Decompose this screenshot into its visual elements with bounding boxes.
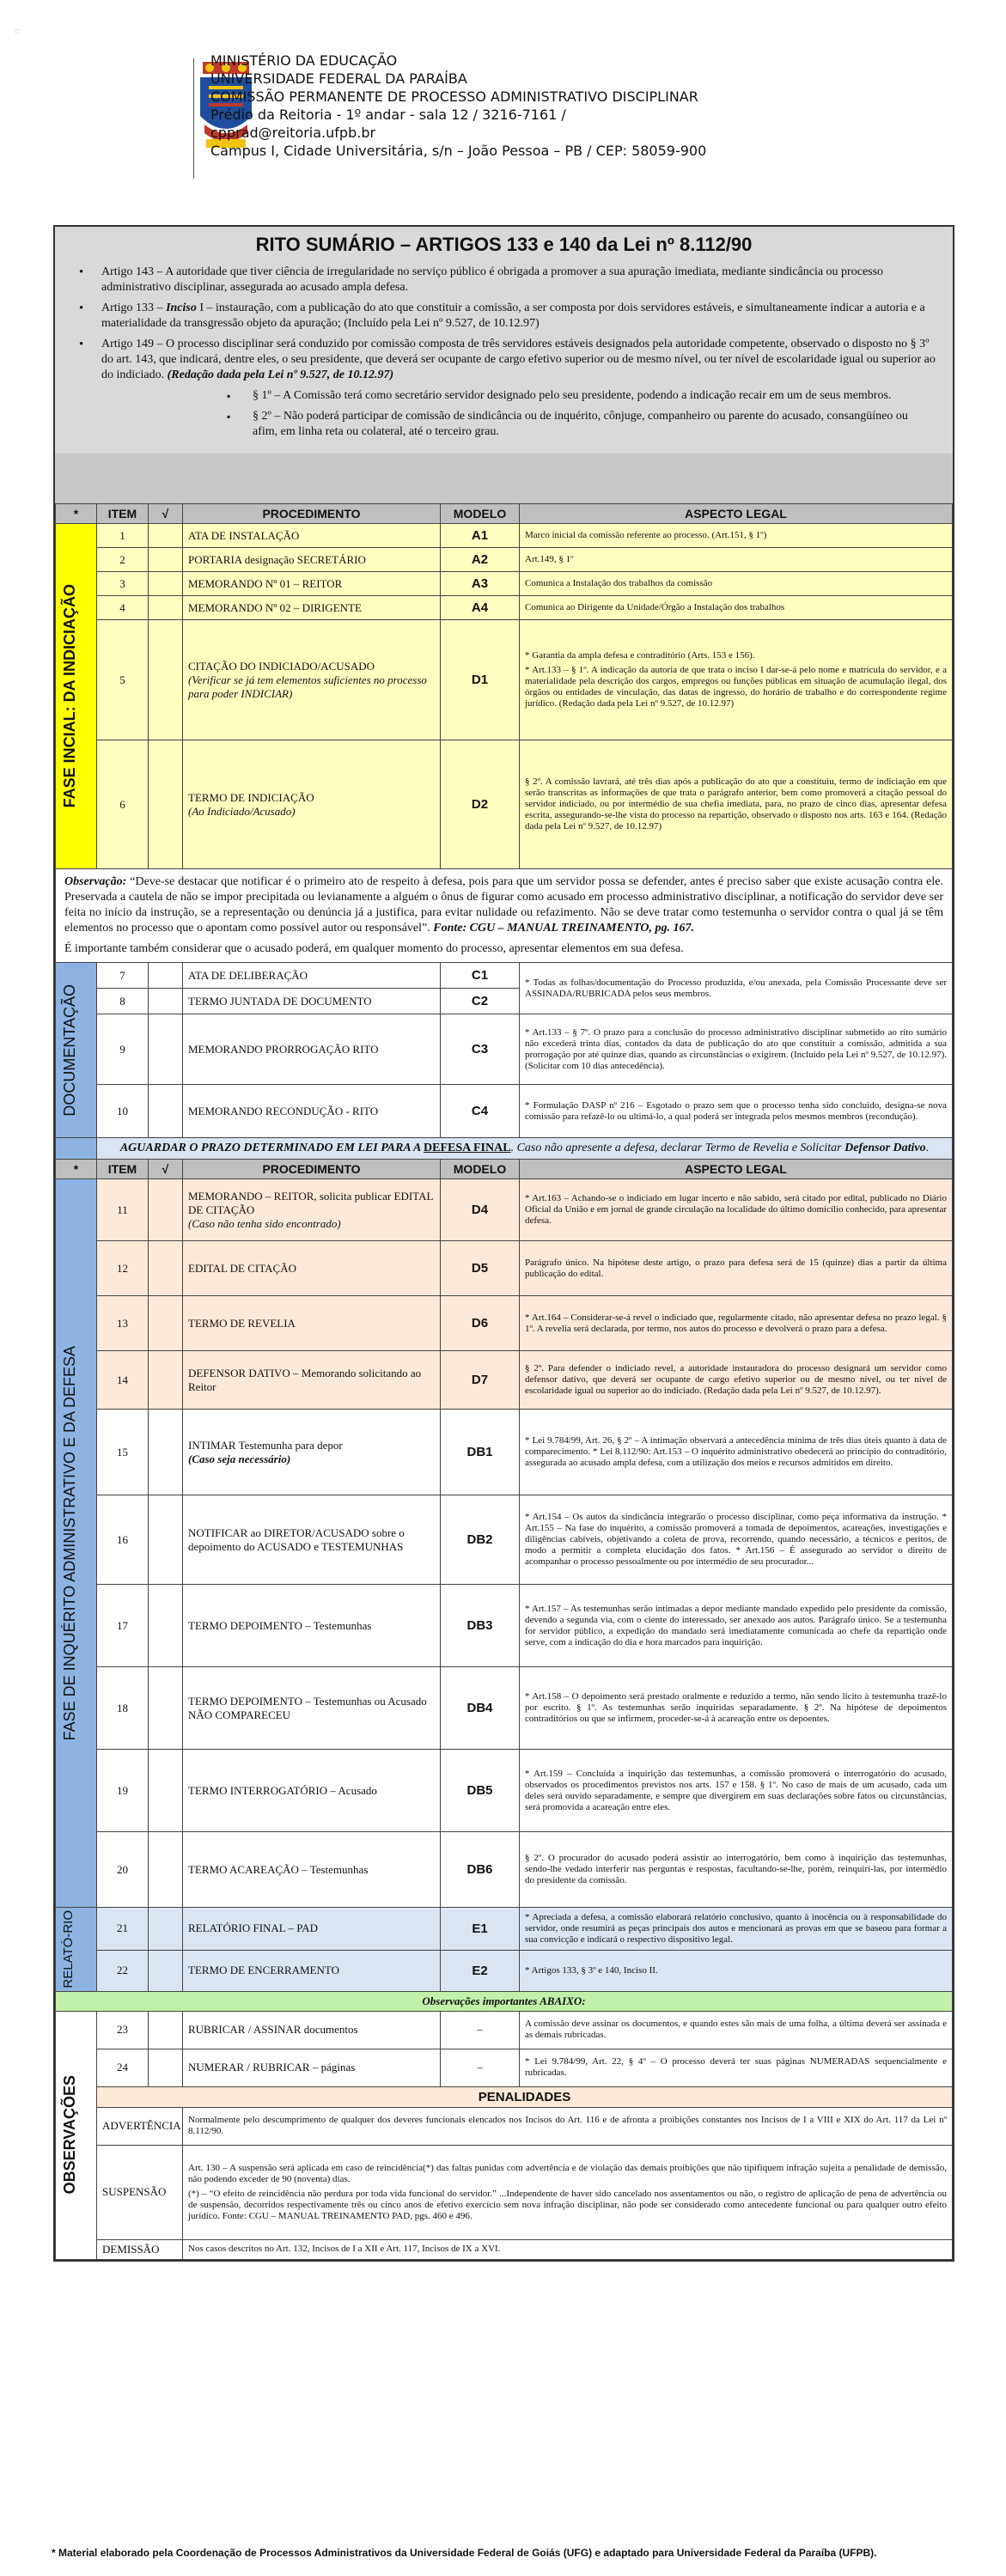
article-149: • Artigo 149 – O processo disciplinar será conduzido por comissão composta de três servidores estáveis designados pela autoridade competente, observado o disposto no § 3º do art. 143, que indicará, dentre eles, o seu presidente, que deverá ser ocupante de cargo efetivo superior ou de mesmo nível, ou ter nível de escolaridade igual ou superior ao do indiciado. (Redação dada pela Lei nº 9.527, de 10.12.97)	[101, 337, 936, 383]
paragraph-1: ▪ § 1º – A Comissão terá como secretário servidor designado pelo seu presidente, podendo a indicação recair em um de seus membros.	[253, 388, 936, 404]
article-143: • Artigo 143 – A autoridade que tiver ciência de irregularidade no serviço público é obrigada a promover a sua apuração imediata, mediante sindicância ou processo administrativo disciplinar, assegurada ao acusado ampla defesa.	[101, 265, 936, 295]
phase-label: FASE DE INQUÉRITO ADMINISTRATIVO E DA DEFESA	[56, 1179, 97, 1908]
penalty-row: SUSPENSÃO Art. 130 – A suspensão será aplicada em caso de reincidência(*) das faltas punidas com advertência e de violação das demais proibições que não tipifiquem infração sujeita a penalidade de demissão, não podendo exceder de 90 (noventa) dias. (*) – “O efeito de reincidência não perdura por toda vida funcional do servidor.” ...Independente de haver sido cancelado nos assentamentos ou não, o registro de aplicação de pena de advertência ou de suspensão, decorridos respectivamente três ou cinco anos de efetivo exercício sem nova infração disciplinar, não pode ser considerado como antecedente funcional ou para qualquer outro efeito jurídico. Fonte: CGU – MANUAL TREINAMENTO PAD, pgs. 460 e 496.	[56, 2145, 953, 2239]
wait-row: AGUARDAR O PRAZO DETERMINADO EM LEI PARA A DEFESA FINAL. Caso não apresente a defesa, declarar Termo de Revelia e Solicitar Defensor Dativo.	[56, 1138, 953, 1160]
table-row: 10 MEMORANDO RECONDUÇÃO - RITO C4 * Formulação DASP nº 216 – Esgotado o prazo sem que o processo tenha sido concluído, designa-se nova comissão para refazê-lo ou ultimá-lo, a qual poderá ser integrada pelos mesmos membros (recondução).	[56, 1085, 953, 1138]
observation-note: Observação: “Deve-se destacar que notificar é o primeiro ato de respeito à defesa, pois para que um servidor possa se defender, antes é preciso saber que existe acusação contra ele. Preservada a cautela de não se impor precipitada ou levianamente a alguém o ônus de figurar como acusado em processo administrativo disciplinar, a notificação do servidor deve ser feita no início da instrução, se a representação ou denúncia já a justifica, para evitar nulidade ou refazimento. Não se deve tratar como testemunha o servidor contra o qual já se têm elementos no processo que o apontam como possível autor ou responsável”. Fonte: CGU – MANUAL TREINAMENTO, pg. 167. É importante também considerar que o acusado poderá, em qualquer momento do processo, apresentar elementos em sua defesa.	[55, 869, 953, 962]
phase-label: DOCUMENTAÇÃO	[56, 963, 97, 1138]
procedure-table-2	[55, 962, 953, 2260]
paragraph-2: ▪ § 2º – Não poderá participar de comissão de sindicância ou de inquérito, cônjuge, companheiro ou parente do acusado, consangüíneo ou afim, em linha reta ou colateral, até o terceiro grau.	[253, 409, 936, 440]
table-row: 13 TERMO DE REVELIA D6 * Art.164 – Considerar-se-á revel o indiciado que, regularmente citado, não apresentar defesa no prazo legal. § 1º. A revelia será declarada, por termo, nos autos do processo e devolverá o prazo para a defesa.	[56, 1296, 953, 1351]
institution-header	[202, 52, 803, 160]
gray-band	[55, 454, 953, 503]
header-line: MINISTÉRIO DA EDUCAÇÃO	[210, 52, 398, 69]
table-row: 12 EDITAL DE CITAÇÃO D5 Parágrafo único. Na hipótese deste artigo, o prazo para defesa será de 15 (quinze) dias a partir da última publicação do edital.	[56, 1241, 953, 1296]
penalty-row: DEMISSÃO Nos casos descritos no Art. 132, Incisos de I a XII e Art. 117, Incisos de IX a XVI.	[56, 2239, 953, 2259]
table-row: 24 NUMERAR / RUBRICAR – páginas – * Lei 9.784/99, Art. 22, § 4º – O processo deverá ter suas páginas NUMERADAS sequencialmente e rubricadas.	[56, 2049, 953, 2086]
table-row: FASE INCIAL: DA INDICIAÇÃO 1 ATA DE INSTALAÇÃO A1 Marco inicial da comissão referente ao processo. (Art.151, § 1º)	[56, 524, 953, 548]
document-body	[53, 225, 954, 2262]
page-mark: □	[15, 27, 20, 35]
obs-header-row: Observações importantes ABAIXO:	[56, 1991, 953, 2011]
table-row: 15 INTIMAR Testemunha para depor (Caso seja necessário) DB1 * Lei 9.784/99, Art. 26, § 2º – A intimação observará a antecedência mínima de três dias úteis quanto à data de comparecimento. * Lei 8.112/90: Art.153 – O inquérito administrativo obedecerá ao princípio do contraditório, assegurada ao acusado ampla defesa, com a utilização dos meios e recursos admitidos em direito.	[56, 1410, 953, 1495]
table-header: * ITEM √ PROCEDIMENTO MODELO ASPECTO LEGAL	[56, 1160, 953, 1179]
table-row: 19 TERMO INTERROGATÓRIO – Acusado DB5 * Art.159 – Concluída a inquirição das testemunhas, a comissão promoverá o interrogatório do acusado, observados os procedimentos previstos nos arts. 157 e 158. § 1º. No caso de mais de um acusado, cada um deles será ouvido separadamente, e sempre que divergirem em suas declarações sobre fatos ou circunstâncias, será promovida a acareação entre eles.	[56, 1750, 953, 1832]
table-row: RELATÓ-RIO 21 RELATÓRIO FINAL – PAD E1 * Apreciada a defesa, a comissão elaborará relatório conclusivo, quanto à inocência ou à responsabilidade do servidor, onde resumirá as peças principais dos autos e mencionará as provas em que se baseou para formar a sua convicção e indicará o respectivo dispositivo legal.	[56, 1908, 953, 1951]
table-row: 18 TERMO DEPOIMENTO – Testemunhas ou Acusado NÃO COMPARECEU DB4 * Art.158 – O depoimento será prestado oralmente e reduzido a termo, não sendo lícito à testemunha trazê-lo por escrito. § 1º. As testemunhas serão inquiridas separadamente. § 2º. Na hipótese de depoimentos contraditórios ou que se infirmem, proceder-se-á à acareação entre os depoentes.	[56, 1667, 953, 1750]
document-title: RITO SUMÁRIO – ARTIGOS 133 e 140 da Lei nº 8.112/90	[255, 234, 753, 255]
penalties-header: PENALIDADES	[56, 2086, 953, 2107]
header-line: Prédio da Reitoria - 1º andar - sala 12 / 3216-7161 /	[210, 107, 566, 123]
article-133: • Artigo 133 – Inciso I – instauração, com a publicação do ato que constituir a comissão, a ser composta por dois servidores estáveis, e simultaneamente indicar a autoria e a materialidade da transgressão objeto da apuração; (Incluído pela Lei nº 9.527, de 10.12.97)	[101, 301, 936, 332]
procedure-table-1	[55, 503, 953, 869]
table-row: 16 NOTIFICAR ao DIRETOR/ACUSADO sobre o depoimento do ACUSADO e TESTEMUNHAS DB2 * Art.154 – Os autos da sindicância integrarão o processo disciplinar, como peça informativa da instrução. * Art.155 – Na fase do inquérito, a comissão promoverá a tomada de depoimentos, acareações, investigações e diligências cabíveis, objetivando a coleta de prova, recorrendo, quando necessário, a técnicos e peritos, de modo a permitir a completa elucidação dos fatos. * Art.156 – É assegurado ao servidor o direito de acompanhar o processo pessoalmente ou por intermédio de seu procurador...	[56, 1495, 953, 1585]
table-row: 4 MEMORANDO Nº 02 – DIRIGENTE A4 Comunica ao Dirigente da Unidade/Órgão a Instalação dos trabalhos	[56, 596, 953, 620]
phase-label: FASE INCIAL: DA INDICIAÇÃO	[56, 524, 97, 869]
table-row: 17 TERMO DEPOIMENTO – Testemunhas DB3 * Art.157 – As testemunhas serão intimadas a depor mediante mandado expedido pelo presidente da comissão, devendo a segunda via, com o ciente do interessado, ser anexado aos autos. Parágrafo único. Se a testemunha for servidor público, a expedição do mandado será imediatamente comunicada ao chefe da repartição onde serve, com a indicação do dia e hora marcados para inquirição.	[56, 1585, 953, 1667]
header-email: cpprad@reitoria.ufpb.br	[210, 125, 376, 141]
table-row: 22 TERMO DE ENCERRAMENTO E2 * Artigos 133, § 3º e 140, Inciso II.	[56, 1950, 953, 1991]
table-row: 9 MEMORANDO PRORROGAÇÃO RITO C3 * Art.133 – § 7º. O prazo para a conclusão do processo administrativo disciplinar submetido ao rito sumário não excederá trinta dias, contados da data de publicação do ato que constituir a comissão, admitida a sua prorrogação por até quinze dias, quando as circunstâncias o exigirem. (Incluído pela Lei nº 9.527, de 10.12.97). (Solicitar com 10 dias antecedência).	[56, 1014, 953, 1085]
table-row: 20 TERMO ACAREAÇÃO – Testemunhas DB6 § 2º. O procurador do acusado poderá assistir ao interrogatório, bem como à inquirição das testemunhas, sendo-lhe vedado interferir nas perguntas e respostas, facultando-se-lhe, porém, reinquiri-las, por intermédio do presidente da comissão.	[56, 1832, 953, 1908]
table-row: OBSERVAÇÕES 23 RUBRICAR / ASSINAR documentos – A comissão deve assinar os documentos, e quando estes são mais de uma folha, a última deverá ser assinada e as demais rubricadas.	[56, 2011, 953, 2049]
footer-note: * Material elaborado pela Coordenação de Processos Administrativos da Universidade Federal de Goiás (UFG) e adaptado para Universidade Federal da Paraíba (UFPB).	[52, 2547, 877, 2559]
table-row: 8 TERMO JUNTADA DE DOCUMENTO C2	[56, 989, 953, 1014]
intro-box	[55, 227, 953, 503]
header-line: Campus I, Cidade Universitária, s/n – João Pessoa – PB / CEP: 58059-900	[210, 143, 707, 159]
table-header: * ITEM √ PROCEDIMENTO MODELO ASPECTO LEGAL	[56, 504, 953, 524]
phase-label: OBSERVAÇÕES	[56, 2011, 97, 2259]
table-row: 6 TERMO DE INDICIAÇÃO (Ao Indiciado/Acusado) D2 § 2º. A comissão lavrará, até três dias após a publicação do ato que a constituiu, termo de indiciação em que serão transcritas as informações de que trata o parágrafo anterior, bem como promoverá a citação pessoal do servidor indiciado, ou por intermédio de sua chefia imediata, para, no prazo de cinco dias, apresentar defesa escrita, assegurando-se-lhe vista do processo na repartição, observado o disposto nos arts. 163 e 164. (Redação dada pela Lei nº 9.527, de 10.12.97)	[56, 740, 953, 869]
table-row: 2 PORTARIA designação SECRETÁRIO A2 Art.149, § 1º	[56, 548, 953, 572]
table-row: 5 CITAÇÃO DO INDICIADO/ACUSADO (Verificar se já tem elementos suficientes no processo para poder INDICIAR) D1 * Garantia da ampla defesa e contraditório (Arts. 153 e 156). * Art.133 – § 1º. A indicação da autoria de que trata o inciso I dar-se-á pelo nome e matrícula do servidor, e a materialidade pela descrição dos cargos, empregos ou funções públicas em situação de acumulação ilegal, dos órgãos ou entidades de vinculação, das datas de ingresso, do horário de trabalho e do correspondente regime jurídico. (Redação dada pela Lei nº 9.527, de 10.12.97)	[56, 620, 953, 740]
penalty-row: ADVERTÊNCIA Normalmente pelo descumprimento de qualquer dos deveres funcionais elencados nos Incisos do Art. 116 e de afronta a proibições constantes nos Incisos de I a VIII e XIX do Art. 117 da Lei nº 8.112/90.	[56, 2107, 953, 2145]
header-line: COMISSÃO PERMANENTE DE PROCESSO ADMINISTRATIVO DISCIPLINAR	[210, 88, 698, 105]
header-line: UNIVERSIDADE FEDERAL DA PARAÍBA	[210, 70, 467, 87]
table-row: FASE DE INQUÉRITO ADMINISTRATIVO E DA DEFESA 11 MEMORANDO – REITOR, solicita publicar EDITAL DE CITAÇÃO (Caso não tenha sido encontrado) D4 * Art.163 – Achando-se o indiciado em lugar incerto e não sabido, será citado por edital, publicado no Diário Oficial da União e em jornal de grande circulação na localidade do último domicílio conhecido, para apresentar defesa.	[56, 1179, 953, 1241]
table-row: 3 MEMORANDO Nº 01 – REITOR A3 Comunica a Instalação dos trabalhos da comissão	[56, 572, 953, 596]
table-row: DOCUMENTAÇÃO 7 ATA DE DELIBERAÇÃO C1 * Todas as folhas/documentação do Processo produzida, e/ou anexada, pela Comissão Processante deve ser ASSINADA/RUBRICADA pelos seus membros.	[56, 963, 953, 989]
phase-label: RELATÓ-RIO	[56, 1908, 97, 1992]
table-row: 14 DEFENSOR DATIVO – Memorando solicitando ao Reitor D7 § 2º. Para defender o indiciado revel, a autoridade instauradora do processo designará um servidor como defensor dativo, que deverá ser ocupante de cargo efetivo superior ou de mesmo nível, ou ter nível de escolaridade igual ou superior ao do indiciado. (Redação dada pela Lei nº 9.527, de 10.12.97).	[56, 1351, 953, 1410]
